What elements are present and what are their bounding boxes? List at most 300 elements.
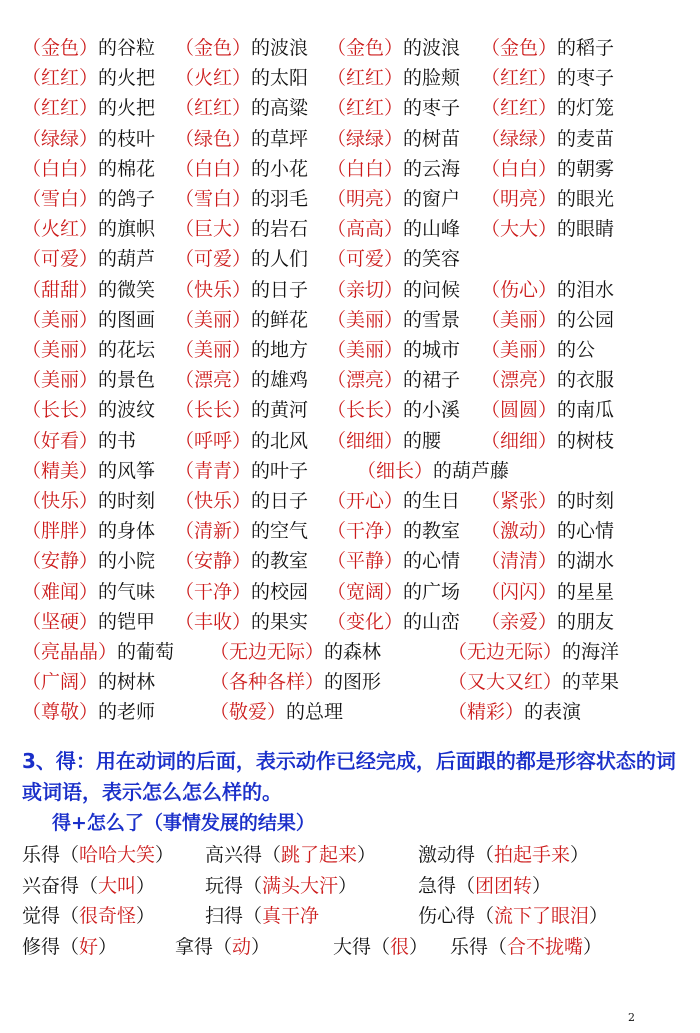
pair-line xyxy=(0,456,700,486)
noun-phrase: 的枣子 xyxy=(403,97,461,120)
adjective-answer: （快乐） xyxy=(175,490,252,512)
adjective-answer: （绿绿） xyxy=(327,127,404,150)
adjective-noun-pair xyxy=(22,456,155,486)
pair-line xyxy=(0,607,700,637)
noun-phrase: 的火把 xyxy=(98,67,156,90)
noun-phrase: 的雄鸡 xyxy=(251,369,309,392)
adjective-answer: （金色） xyxy=(22,37,99,59)
adjective-answer: （广阔） xyxy=(22,671,99,694)
adjective-answer: （开心） xyxy=(327,490,404,512)
verb-de: 乐得（ xyxy=(22,844,80,866)
closing-paren: ） xyxy=(583,935,603,958)
adjective-answer: （漂亮） xyxy=(481,369,558,392)
adjective-answer: （好看） xyxy=(22,429,99,452)
adjective-noun-pair xyxy=(22,426,136,456)
adjective-answer: （清清） xyxy=(481,550,558,573)
adjective-answer: （平静） xyxy=(327,550,404,573)
adjective-answer: （干净） xyxy=(327,520,404,543)
adjective-noun-pair xyxy=(175,305,308,335)
adjective-noun-pair xyxy=(175,93,308,123)
verb-de: 伤心得（ xyxy=(418,905,495,927)
page-number: 2 xyxy=(628,1011,635,1024)
adjective-answer: （各种各样） xyxy=(210,671,325,694)
adjective-answer: （漂亮） xyxy=(175,369,252,392)
adjective-answer: （火红） xyxy=(22,218,99,241)
noun-phrase: 的教室 xyxy=(403,520,461,543)
adjective-answer: （金色） xyxy=(175,37,252,59)
noun-phrase: 的气味 xyxy=(98,580,156,603)
verb-de: 激动得（ xyxy=(418,844,495,866)
adjective-noun-pair xyxy=(22,244,155,274)
noun-phrase: 的羽毛 xyxy=(251,188,309,210)
adjective-noun-pair xyxy=(22,124,155,154)
adjective-noun-pair xyxy=(481,607,614,637)
adjective-answer: （圆圆） xyxy=(481,399,558,422)
noun-phrase: 的日子 xyxy=(251,278,309,301)
adjective-answer: （红红） xyxy=(22,67,99,90)
noun-phrase: 的高粱 xyxy=(251,97,309,120)
noun-phrase: 的雪景 xyxy=(403,308,461,331)
adjective-noun-pair xyxy=(175,33,308,63)
noun-phrase: 的火把 xyxy=(98,97,156,120)
adjective-answer: （白白） xyxy=(327,157,404,180)
pair-line xyxy=(0,275,700,305)
noun-phrase: 的人们 xyxy=(251,248,309,271)
adjective-noun-pair xyxy=(481,93,614,123)
pair-line xyxy=(0,637,700,667)
adjective-noun-pair xyxy=(22,305,155,335)
noun-phrase: 的腰 xyxy=(403,429,442,452)
result-answer: 真干净 xyxy=(262,905,320,927)
adjective-answer: （细细） xyxy=(327,429,404,452)
noun-phrase: 的海洋 xyxy=(562,641,620,663)
adjective-answer: （清新） xyxy=(175,520,252,543)
adjective-noun-pair xyxy=(327,516,460,546)
adjective-answer: （敬爱） xyxy=(210,701,287,724)
adjective-answer: （美丽） xyxy=(175,339,252,361)
adjective-noun-pair xyxy=(481,395,614,425)
adjective-answer: （白白） xyxy=(22,157,99,180)
adjective-answer: （巨大） xyxy=(175,218,252,241)
de-example xyxy=(175,932,270,962)
adjective-answer: （美丽） xyxy=(22,308,99,331)
adjective-answer: （精彩） xyxy=(448,701,525,724)
adjective-noun-pair xyxy=(327,63,460,93)
adjective-noun-pair xyxy=(327,426,441,456)
noun-phrase: 的枣子 xyxy=(557,67,615,90)
adjective-answer: （高高） xyxy=(327,218,404,241)
de-example xyxy=(22,901,155,931)
adjective-noun-pair xyxy=(327,244,460,274)
noun-phrase: 的脸颊 xyxy=(403,67,461,90)
adjective-noun-pair xyxy=(481,275,614,305)
de-example xyxy=(450,932,602,962)
adjective-answer: （又大又红） xyxy=(448,671,563,694)
adjective-noun-pair xyxy=(327,305,460,335)
noun-phrase: 的波浪 xyxy=(403,37,461,59)
adjective-answer: （可爱） xyxy=(22,248,99,271)
result-answer: 很 xyxy=(390,935,410,958)
pair-line xyxy=(0,124,700,154)
noun-phrase: 的叶子 xyxy=(251,459,309,482)
noun-phrase: 的麦苗 xyxy=(557,127,615,150)
adjective-noun-pair xyxy=(22,154,155,184)
adjective-noun-pair xyxy=(22,697,155,727)
pair-line xyxy=(0,365,700,395)
noun-phrase: 的太阳 xyxy=(251,67,309,90)
de-example xyxy=(418,901,608,931)
adjective-answer: （变化） xyxy=(327,610,404,633)
adjective-noun-pair xyxy=(22,335,155,365)
noun-phrase: 的棉花 xyxy=(98,157,156,180)
adjective-answer: （大大） xyxy=(481,218,558,241)
adjective-answer: （伤心） xyxy=(481,278,558,301)
pair-line xyxy=(0,697,700,727)
noun-phrase: 的小院 xyxy=(98,550,156,573)
adjective-noun-pair xyxy=(175,335,308,365)
adjective-noun-pair xyxy=(22,33,155,63)
adjective-noun-pair xyxy=(327,365,460,395)
adjective-answer: （安静） xyxy=(22,550,99,573)
noun-phrase: 的葫芦 xyxy=(98,248,156,271)
adjective-noun-pair xyxy=(22,93,155,123)
adjective-answer: （美丽） xyxy=(22,339,99,361)
adjective-answer: （坚硬） xyxy=(22,610,99,633)
noun-phrase: 的枝叶 xyxy=(98,127,156,150)
adjective-noun-pair xyxy=(175,365,308,395)
noun-phrase: 的眼睛 xyxy=(557,218,615,241)
adjective-noun-pair xyxy=(22,546,155,576)
adjective-answer: （激动） xyxy=(481,520,558,543)
closing-paren: ） xyxy=(136,874,156,897)
noun-phrase: 的身体 xyxy=(98,520,156,543)
noun-phrase: 的心情 xyxy=(557,520,615,543)
closing-paren: ） xyxy=(338,874,358,897)
de-example xyxy=(418,840,589,870)
noun-phrase: 的果实 xyxy=(251,610,309,633)
verb-de: 觉得（ xyxy=(22,905,80,927)
adjective-noun-pair xyxy=(448,667,619,697)
noun-phrase: 的总理 xyxy=(286,701,344,724)
closing-paren: ） xyxy=(251,935,271,958)
pair-line xyxy=(0,184,700,214)
noun-phrase: 的葡萄 xyxy=(117,641,175,663)
adjective-answer: （快乐） xyxy=(175,278,252,301)
pair-line xyxy=(0,214,700,244)
pair-line xyxy=(0,335,700,365)
result-answer: 拍起手来 xyxy=(494,844,571,866)
section-heading-de: 3、得：用在动词的后面，表示动作已经完成，后面跟的都是形容状态的词或词语，表示怎么怎么样的。 xyxy=(22,749,676,804)
verb-de: 大得（ xyxy=(333,935,391,958)
pair-line xyxy=(0,516,700,546)
noun-phrase: 的草坪 xyxy=(251,127,309,150)
closing-paren: ） xyxy=(136,905,156,927)
noun-phrase: 的日子 xyxy=(251,490,309,512)
noun-phrase: 的北风 xyxy=(251,429,309,452)
closing-paren: ） xyxy=(589,905,609,927)
adjective-answer: （绿色） xyxy=(175,127,252,150)
adjective-noun-pair xyxy=(327,33,460,63)
adjective-answer: （红红） xyxy=(481,67,558,90)
adjective-answer: （胖胖） xyxy=(22,520,99,543)
adjective-answer: （亲切） xyxy=(327,278,404,301)
noun-phrase: 的老师 xyxy=(98,701,156,724)
adjective-noun-pair xyxy=(22,637,174,667)
adjective-answer: （长长） xyxy=(327,399,404,422)
adjective-noun-pair xyxy=(175,275,308,305)
adjective-noun-pair xyxy=(175,244,308,274)
noun-phrase: 的岩石 xyxy=(251,218,309,241)
noun-phrase: 的黄河 xyxy=(251,399,309,422)
adjective-answer: （美丽） xyxy=(22,369,99,392)
noun-phrase: 的小花 xyxy=(251,157,309,180)
result-answer: 动 xyxy=(232,935,252,958)
adjective-noun-pair xyxy=(22,63,155,93)
adjective-answer: （亲爱） xyxy=(481,610,558,633)
noun-phrase: 的森林 xyxy=(324,641,382,663)
noun-phrase: 的表演 xyxy=(524,701,582,724)
result-answer: 跳了起来 xyxy=(281,844,358,866)
noun-phrase: 的树苗 xyxy=(403,127,461,150)
adjective-answer: （可爱） xyxy=(175,248,252,271)
noun-phrase: 的城市 xyxy=(403,339,461,361)
noun-phrase: 的铠甲 xyxy=(98,610,156,633)
adjective-answer: （金色） xyxy=(481,37,558,59)
noun-phrase: 的笑容 xyxy=(403,248,461,271)
adjective-answer: （绿绿） xyxy=(22,127,99,150)
pair-line xyxy=(0,546,700,576)
adjective-answer: （美丽） xyxy=(327,308,404,331)
adjective-noun-pair xyxy=(22,516,155,546)
result-answer: 满头大汗 xyxy=(262,874,339,897)
adjective-noun-pair xyxy=(175,426,308,456)
pair-line xyxy=(0,395,700,425)
adjective-answer: （美丽） xyxy=(175,308,252,331)
noun-phrase: 的公 xyxy=(557,339,596,361)
adjective-answer: （闪闪） xyxy=(481,580,558,603)
adjective-answer: （美丽） xyxy=(327,339,404,361)
noun-phrase: 的心情 xyxy=(403,550,461,573)
adjective-noun-pair xyxy=(327,607,460,637)
noun-phrase: 的地方 xyxy=(251,339,309,361)
adjective-noun-pair xyxy=(357,456,509,486)
adjective-answer: （明亮） xyxy=(481,188,558,210)
adjective-noun-pair xyxy=(481,63,614,93)
pair-line xyxy=(0,305,700,335)
noun-phrase: 的湖水 xyxy=(557,550,615,573)
adjective-noun-pair xyxy=(327,395,460,425)
closing-paren: ） xyxy=(357,844,377,866)
adjective-noun-pair xyxy=(175,546,308,576)
adjective-answer: （安静） xyxy=(175,550,252,573)
adjective-noun-pair xyxy=(22,184,155,214)
de-example xyxy=(205,901,319,931)
adjective-noun-pair xyxy=(481,33,614,63)
verb-de: 玩得（ xyxy=(205,874,263,897)
adjective-noun-pair xyxy=(175,154,308,184)
noun-phrase: 的苹果 xyxy=(562,671,620,694)
adjective-answer: （紧张） xyxy=(481,490,558,512)
adjective-noun-pair xyxy=(481,426,614,456)
noun-phrase: 的山峦 xyxy=(403,610,461,633)
de-example-line xyxy=(0,871,700,901)
adjective-answer: （细细） xyxy=(481,429,558,452)
pair-line xyxy=(0,244,700,274)
verb-de: 高兴得（ xyxy=(205,844,282,866)
result-answer: 很奇怪 xyxy=(79,905,137,927)
adjective-noun-pair xyxy=(210,697,343,727)
adjective-noun-pair xyxy=(481,546,614,576)
adjective-answer: （红红） xyxy=(481,97,558,120)
noun-phrase: 的花坛 xyxy=(98,339,156,361)
adjective-noun-pair xyxy=(481,577,614,607)
noun-phrase: 的窗户 xyxy=(403,188,461,210)
adjective-noun-pair xyxy=(175,63,308,93)
de-example xyxy=(22,871,155,901)
pair-line xyxy=(0,426,700,456)
verb-de: 急得（ xyxy=(418,874,476,897)
noun-phrase: 的稻子 xyxy=(557,37,615,59)
noun-phrase: 的南瓜 xyxy=(557,399,615,422)
de-example xyxy=(418,871,551,901)
adjective-noun-pair xyxy=(210,637,381,667)
adjective-noun-pair xyxy=(481,124,614,154)
adjective-noun-pair xyxy=(481,516,614,546)
noun-phrase: 的泪水 xyxy=(557,278,615,301)
adjective-answer: （无边无际） xyxy=(210,641,325,663)
noun-phrase: 的小溪 xyxy=(403,399,461,422)
verb-de: 乐得（ xyxy=(450,935,508,958)
result-answer: 团团转 xyxy=(475,874,533,897)
noun-phrase: 的灯笼 xyxy=(557,97,615,120)
adjective-noun-pair xyxy=(481,214,614,244)
adjective-noun-pair xyxy=(448,697,581,727)
adjective-noun-pair xyxy=(175,456,308,486)
noun-phrase: 的葫芦藤 xyxy=(433,459,510,482)
adjective-answer: （无边无际） xyxy=(448,641,563,663)
adjective-answer: （青青） xyxy=(175,459,252,482)
adjective-noun-pair xyxy=(327,486,460,516)
adjective-answer: （细长） xyxy=(357,459,434,482)
adjective-answer: （漂亮） xyxy=(327,369,404,392)
adjective-noun-pair xyxy=(22,365,155,395)
adjective-answer: （红红） xyxy=(22,97,99,120)
adjective-noun-pair xyxy=(327,546,460,576)
adjective-noun-pair xyxy=(175,395,308,425)
closing-paren: ） xyxy=(409,935,429,958)
adjective-answer: （精美） xyxy=(22,459,99,482)
de-example xyxy=(22,840,174,870)
noun-phrase: 的广场 xyxy=(403,580,461,603)
noun-phrase: 的风筝 xyxy=(98,459,156,482)
noun-phrase: 的波纹 xyxy=(98,399,156,422)
adjective-noun-pair xyxy=(22,577,155,607)
adjective-answer: （金色） xyxy=(327,37,404,59)
adjective-noun-pair xyxy=(22,395,155,425)
noun-phrase: 的教室 xyxy=(251,550,309,573)
adjective-noun-pair xyxy=(327,184,460,214)
adjective-noun-pair xyxy=(22,214,155,244)
adjective-answer: （尊敬） xyxy=(22,701,99,724)
adjective-answer: （红红） xyxy=(327,97,404,120)
adjective-answer: （丰收） xyxy=(175,610,252,633)
noun-phrase: 的裙子 xyxy=(403,369,461,392)
noun-phrase: 的波浪 xyxy=(251,37,309,59)
closing-paren: ） xyxy=(98,935,118,958)
noun-phrase: 的问候 xyxy=(403,278,461,301)
de-example-line xyxy=(0,901,700,931)
pair-line xyxy=(0,33,700,63)
noun-phrase: 的星星 xyxy=(557,580,615,603)
noun-phrase: 的云海 xyxy=(403,157,461,180)
verb-de: 拿得（ xyxy=(175,935,233,958)
de-example-line xyxy=(0,840,700,870)
adjective-answer: （白白） xyxy=(175,157,252,180)
pair-line xyxy=(0,577,700,607)
adjective-noun-pair xyxy=(327,124,460,154)
noun-phrase: 的校园 xyxy=(251,580,309,603)
adjective-noun-pair xyxy=(175,516,308,546)
noun-phrase: 的公园 xyxy=(557,308,615,331)
adjective-answer: （美丽） xyxy=(481,308,558,331)
adjective-answer: （雪白） xyxy=(22,188,99,210)
adjective-noun-pair xyxy=(175,184,308,214)
closing-paren: ） xyxy=(532,874,552,897)
adjective-answer: （干净） xyxy=(175,580,252,603)
adjective-noun-pair xyxy=(481,305,614,335)
adjective-answer: （宽阔） xyxy=(327,580,404,603)
adjective-answer: （难闻） xyxy=(22,580,99,603)
result-answer: 大叫 xyxy=(98,874,137,897)
adjective-noun-pair xyxy=(327,154,460,184)
de-example xyxy=(205,840,376,870)
noun-phrase: 的时刻 xyxy=(557,490,615,512)
adjective-noun-pair xyxy=(175,607,308,637)
adjective-noun-pair xyxy=(175,214,308,244)
adjective-noun-pair xyxy=(481,154,614,184)
adjective-answer: （美丽） xyxy=(481,339,558,361)
noun-phrase: 的生日 xyxy=(403,490,461,512)
noun-phrase: 的图画 xyxy=(98,308,156,331)
adjective-noun-pair xyxy=(327,577,460,607)
adjective-noun-pair xyxy=(448,637,619,667)
pair-line xyxy=(0,486,700,516)
adjective-noun-pair xyxy=(210,667,381,697)
adjective-noun-pair xyxy=(481,365,614,395)
result-answer: 好 xyxy=(79,935,99,958)
verb-de: 扫得（ xyxy=(205,905,263,927)
noun-phrase: 的鸽子 xyxy=(98,188,156,210)
de-example xyxy=(205,871,357,901)
adjective-noun-pair xyxy=(175,486,308,516)
adjective-answer: （白白） xyxy=(481,157,558,180)
adjective-noun-pair xyxy=(22,607,155,637)
adjective-noun-pair xyxy=(22,667,155,697)
adjective-answer: （绿绿） xyxy=(481,127,558,150)
adjective-answer: （红红） xyxy=(327,67,404,90)
pair-line xyxy=(0,667,700,697)
adjective-answer: （甜甜） xyxy=(22,278,99,301)
result-answer: 流下了眼泪 xyxy=(494,905,590,927)
pair-line xyxy=(0,93,700,123)
pair-line xyxy=(0,154,700,184)
subheading-de-result: 得+怎么了（事情发展的结果） xyxy=(52,812,315,834)
adjective-answer: （可爱） xyxy=(327,248,404,271)
adjective-answer: （明亮） xyxy=(327,188,404,210)
noun-phrase: 的鲜花 xyxy=(251,308,309,331)
adjective-answer: （快乐） xyxy=(22,490,99,512)
noun-phrase: 的谷粒 xyxy=(98,37,156,59)
